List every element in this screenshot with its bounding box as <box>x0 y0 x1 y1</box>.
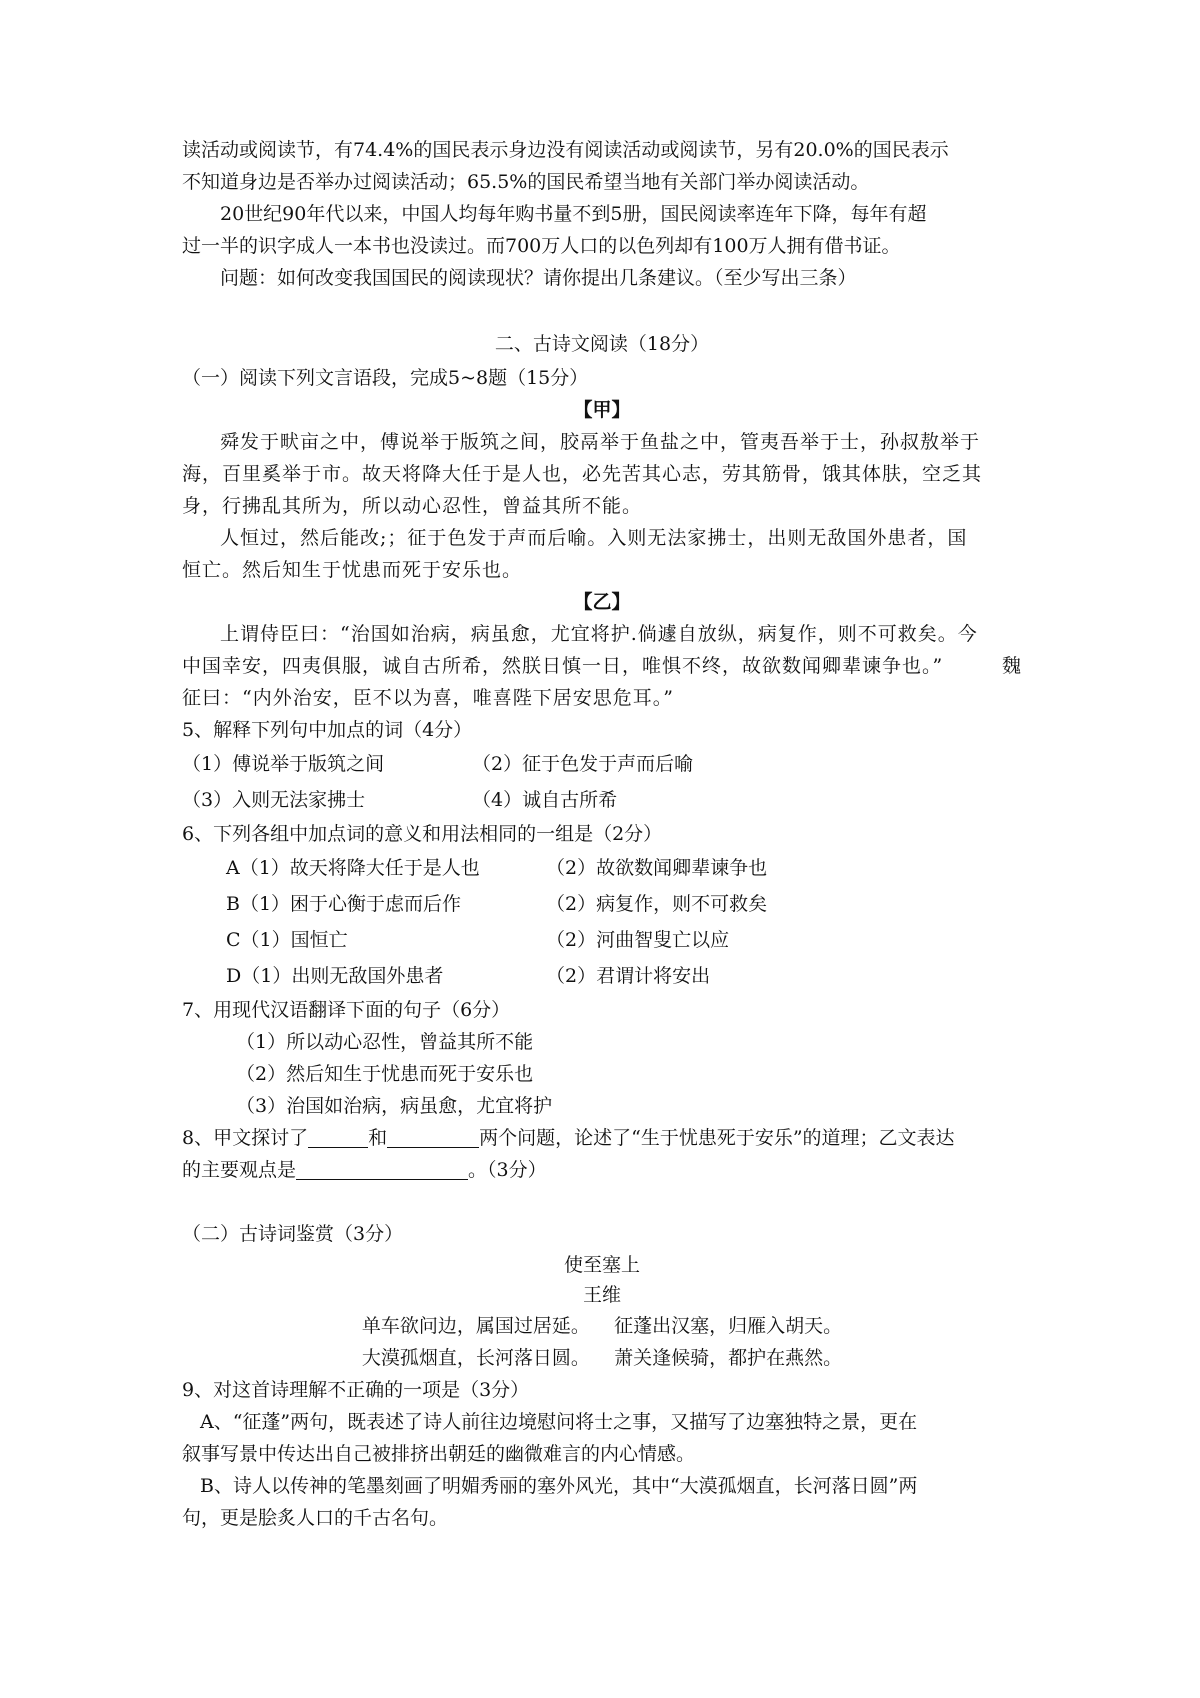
passage-jia-line: 人恒过，然后能改;；征于色发于声而后喻。入则无法家拂士，出则无敌国外患者，国 <box>220 527 968 549</box>
passage-yi-line: 征曰：“内外治安，臣不以为喜，唯喜陛下居安思危耳。” <box>182 687 674 709</box>
q8-text: 的主要观点是 <box>182 1159 297 1181</box>
passage-jia-title: 【甲】 <box>573 399 631 421</box>
q5-item-2: （2）征于色发于声而后喻 <box>472 753 694 775</box>
q9-option-b-cont: 句，更是脍炙人口的千古名句。 <box>182 1507 449 1529</box>
poem-author: 王维 <box>582 1284 621 1306</box>
q8-text: 和 <box>368 1127 388 1149</box>
q6-option-a2: （2）故欲数闻卿辈谏争也 <box>546 857 768 879</box>
q8-text: 两个问题，论述了“生于忧患死于安乐”的道理；乙文表达 <box>479 1127 955 1149</box>
q6-option-row <box>182 850 1022 886</box>
q6-option-b1: B（1）困于心衡于虑而后作 <box>226 893 462 915</box>
q8-blank-1[interactable] <box>308 1125 368 1148</box>
q7-item: （2）然后知生于忧患而死于安乐也 <box>236 1063 534 1085</box>
q8-text: 8、甲文探讨了 <box>182 1127 309 1149</box>
q8-line-2 <box>182 1154 1022 1186</box>
q7-stem: 7、用现代汉语翻译下面的句子（6分） <box>182 999 511 1021</box>
intro-question: 问题：如何改变我国国民的阅读现状？请你提出几条建议。（至少写出三条） <box>220 267 857 289</box>
q5-row <box>182 746 1022 782</box>
q5-item-4: （4）诚自古所希 <box>472 789 618 811</box>
passage-yi-title: 【乙】 <box>573 591 631 613</box>
passage-jia-line: 恒亡。然后知生于忧患而死于安乐也。 <box>182 559 523 581</box>
subsection-title-poem: （二）古诗词鉴赏（3分） <box>182 1223 404 1245</box>
q6-option-d2: （2）君谓计将安出 <box>546 965 711 987</box>
intro-line: 不知道身边是否举办过阅读活动；65.5%的国民希望当地有关部门举办阅读活动。 <box>182 171 870 193</box>
intro-line: 20世纪90年代以来，中国人均每年购书量不到5册，国民阅读率连年下降，每年有超 <box>220 203 927 225</box>
subsection-title: （一）阅读下列文言语段，完成5~8题（15分） <box>182 367 589 389</box>
q5-item-3: （3）入则无法家拂士 <box>182 789 366 811</box>
poem-line: 单车欲问边，属国过居延。 征蓬出汉塞，归雁入胡天。 <box>361 1315 843 1337</box>
q9-option-a: A、“征蓬”两句，既表述了诗人前往边境慰问将士之事，又描写了边塞独特之景，更在 <box>200 1411 918 1433</box>
q8-blank-2[interactable] <box>387 1125 479 1148</box>
intro-line: 读活动或阅读节，有74.4%的国民表示身边没有阅读活动或阅读节，另有20.0%的国民表示 <box>182 139 949 161</box>
passage-yi-line: 上谓侍臣曰：“治国如治病，病虽愈，尤宜将护.倘遽自放纵，病复作，则不可救矣。今 <box>220 623 978 645</box>
q7-item: （3）治国如治病，病虽愈，尤宜将护 <box>236 1095 553 1117</box>
passage-yi-text: 中国幸安，四夷俱服，诚自古所希，然朕日慎一日，唯惧不终，故欲数闻卿辈谏争也。” <box>182 655 944 677</box>
q9-option-a-cont: 叙事写景中传达出自己被排挤出朝廷的幽微难言的内心情感。 <box>182 1443 696 1465</box>
passage-jia-line: 海，百里奚举于市。故天将降大任于是人也，必先苦其心志，劳其筋骨，饿其体肤，空乏其 <box>182 463 983 485</box>
q6-option-d1: D（1）出则无敌国外患者 <box>226 965 444 987</box>
passage-yi-line <box>182 650 1022 682</box>
q9-stem: 9、对这首诗理解不正确的一项是（3分） <box>182 1379 530 1401</box>
passage-yi-wei: 魏 <box>1001 655 1022 677</box>
q6-option-row <box>182 922 1022 958</box>
q6-option-a1: A（1）故天将降大任于是人也 <box>226 857 480 879</box>
q6-option-row <box>182 958 1022 994</box>
section-title: 二、古诗文阅读（18分） <box>494 333 710 355</box>
q8-text: 。（3分） <box>468 1159 547 1181</box>
q5-stem: 5、解释下列句中加点的词（4分） <box>182 719 473 741</box>
passage-jia-line: 舜发于畎亩之中，傅说举于版筑之间，胶鬲举于鱼盐之中，管夷吾举于士，孙叔敖举于 <box>220 431 981 453</box>
poem-title: 使至塞上 <box>563 1254 640 1276</box>
q6-stem: 6、下列各组中加点词的意义和用法相同的一组是（2分） <box>182 823 663 845</box>
q6-option-c2: （2）河曲智叟亡以应 <box>546 929 730 951</box>
q5-item-1: （1）傅说举于版筑之间 <box>182 753 385 775</box>
q6-option-b2: （2）病复作，则不可救矣 <box>546 893 768 915</box>
q5-row <box>182 782 1022 818</box>
q8-line-1 <box>182 1122 1022 1154</box>
q7-item: （1）所以动心忍性，曾益其所不能 <box>236 1031 534 1053</box>
content-column <box>182 134 1022 1534</box>
intro-line: 过一半的识字成人一本书也没读过。而700万人口的以色列却有100万人拥有借书证。 <box>182 235 901 257</box>
q6-option-row <box>182 886 1022 922</box>
poem-line: 大漠孤烟直，长河落日圆。 萧关逢候骑，都护在燕然。 <box>361 1347 843 1369</box>
q9-option-b: B、诗人以传神的笔墨刻画了明媚秀丽的塞外风光，其中“大漠孤烟直，长河落日圆”两 <box>200 1475 918 1497</box>
q8-blank-3[interactable] <box>296 1157 468 1180</box>
passage-jia-line: 身，行拂乱其所为，所以动心忍性，曾益其所不能。 <box>182 495 643 517</box>
q6-option-c1: C（1）国恒亡 <box>226 929 348 951</box>
